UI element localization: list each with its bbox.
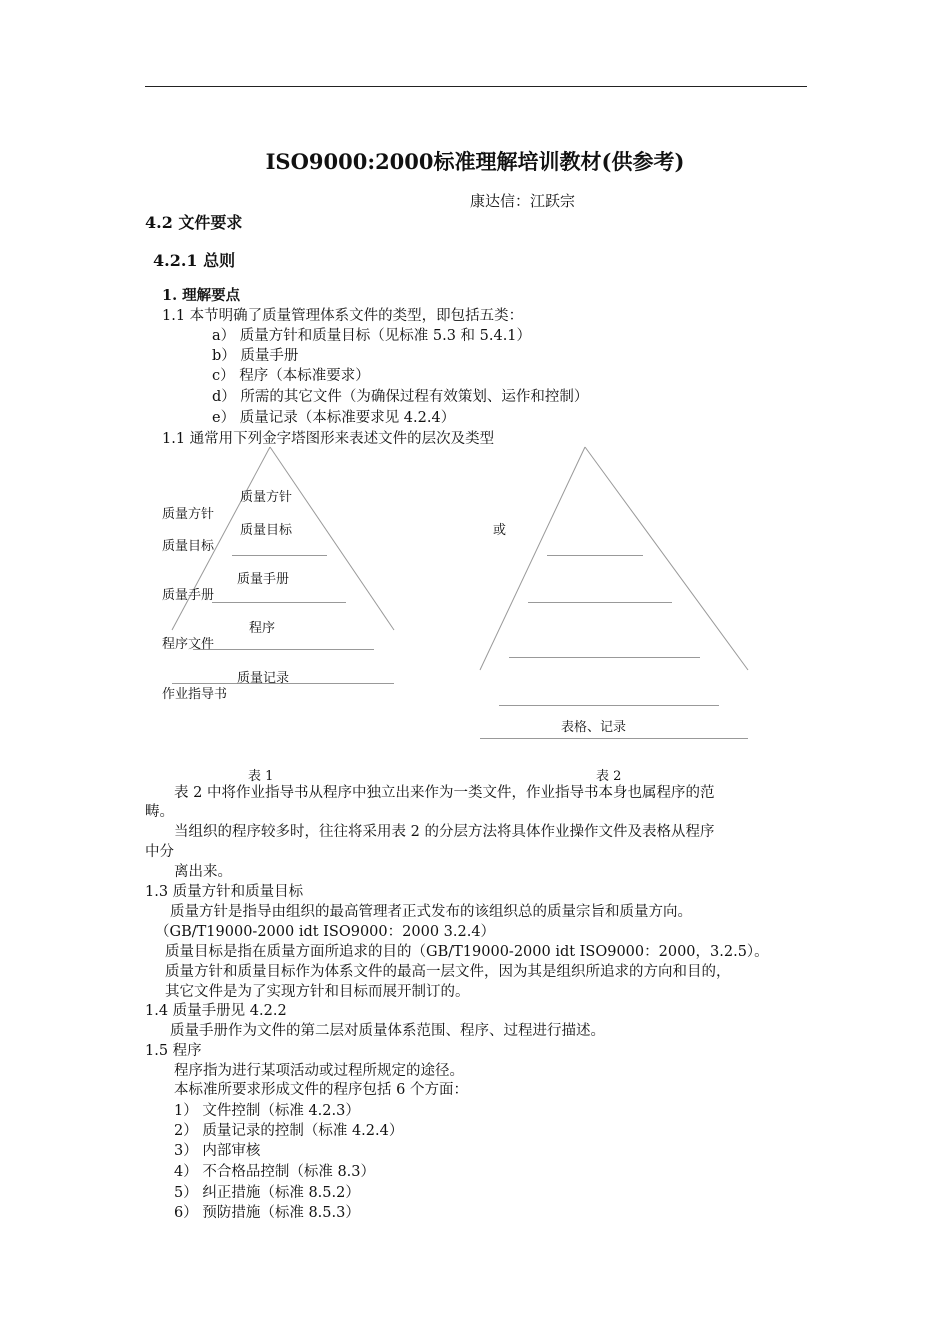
paragraph: 质量方针是指导由组织的最高管理者正式发布的该组织总的质量宗旨和质量方向。 (170, 904, 692, 920)
pyramid-1-layer-line (193, 649, 374, 650)
understanding-heading: 1. 理解要点 (162, 287, 241, 304)
section-1-4-heading: 1.4 质量手册见 4.2.2 (145, 1003, 287, 1019)
pyramid-2-bottom-label: 表格、记录 (561, 720, 627, 735)
pyramid-1-inner-label: 质量记录 (237, 671, 290, 686)
paragraph: 程序指为进行某项活动或过程所规定的途径。 (174, 1063, 464, 1079)
pyramid-1-side-label: 质量目标 (162, 539, 215, 554)
pyramid-2-layer-line (480, 738, 748, 739)
paragraph: 本标准所要求形成文件的程序包括 6 个方面： (174, 1082, 468, 1098)
paragraph: 畴。 (145, 804, 174, 820)
paragraph: 表 2 中将作业指导书从程序中独立出来作为一类文件，作业指导书本身也属程序的范 (174, 785, 715, 801)
procedure-item: 5） 纠正措施（标准 8.5.2） (174, 1185, 360, 1201)
pyramid-2-layer-line (509, 657, 700, 658)
pyramid-2 (480, 447, 748, 670)
type-item: c） 程序（本标准要求） (212, 368, 370, 384)
pyramid-1-inner-label: 质量手册 (237, 572, 290, 587)
paragraph: 当组织的程序较多时，往往将采用表 2 的分层方法将具体作业操作文件及表格从程序 (174, 824, 715, 840)
pyramid-1-side-label: 作业指导书 (162, 687, 228, 702)
or-label: 或 (493, 523, 507, 538)
pyramid-2-layer-line (528, 602, 672, 603)
author-line: 康达信：江跃宗 (470, 192, 576, 210)
pyramid-1-side-label: 质量手册 (162, 588, 215, 603)
section-1-3-heading: 1.3 质量方针和质量目标 (145, 884, 304, 900)
paragraph: （GB/T19000-2000 idt ISO9000：2000 3.2.4） (155, 924, 496, 940)
pyramid-2-layer-line (547, 555, 643, 556)
procedure-item: 4） 不合格品控制（标准 8.3） (174, 1164, 376, 1180)
procedure-item: 2） 质量记录的控制（标准 4.2.4） (174, 1123, 404, 1139)
paragraph-1-1b: 1.1 通常用下列金字塔图形来表述文件的层次及类型 (162, 431, 495, 447)
pyramid-2-caption: 表 2 (596, 769, 622, 784)
pyramid-2-right-edge (585, 447, 748, 670)
page-title: ISO9000:2000标准理解培训教材(供参考) (265, 149, 685, 174)
procedure-item: 3） 内部审核 (174, 1143, 261, 1159)
subsection-heading: 4.2.1 总则 (153, 251, 236, 270)
pyramid-1-layer-line (232, 555, 327, 556)
paragraph: 质量手册作为文件的第二层对质量体系范围、程序、过程进行描述。 (170, 1023, 605, 1039)
pyramid-1-inner-label: 质量目标 (240, 523, 293, 538)
pyramid-1-inner-label: 程序 (249, 621, 276, 636)
section-1-5-heading: 1.5 程序 (145, 1043, 202, 1059)
procedure-item: 6） 预防措施（标准 8.5.3） (174, 1205, 360, 1221)
type-item: a） 质量方针和质量目标（见标准 5.3 和 5.4.1） (212, 328, 532, 344)
paragraph: 质量方针和质量目标作为体系文件的最高一层文件，因为其是组织所追求的方向和目的， (165, 964, 731, 980)
pyramid-2-layer-line (499, 705, 719, 706)
type-item: d） 所需的其它文件（为确保过程有效策划、运作和控制） (212, 389, 589, 405)
type-item: e） 质量记录（本标准要求见 4.2.4） (212, 410, 456, 426)
paragraph: 质量目标是指在质量方面所追求的目的（GB/T19000-2000 idt ISO9000：2000，3.2.5）。 (165, 944, 769, 960)
pyramid-1-inner-label: 质量方针 (240, 490, 293, 505)
pyramid-2-left-edge (480, 447, 585, 670)
type-item: b） 质量手册 (212, 348, 299, 364)
paragraph-1-1: 1.1 本节明确了质量管理体系文件的类型，即包括五类： (162, 308, 524, 324)
paragraph: 中分 (145, 844, 174, 860)
section-heading: 4.2 文件要求 (145, 213, 243, 232)
pyramid-1-layer-line (212, 602, 346, 603)
pyramid-1-caption: 表 1 (248, 769, 274, 784)
pyramid-1-side-label: 质量方针 (162, 507, 215, 522)
procedure-item: 1） 文件控制（标准 4.2.3） (174, 1103, 360, 1119)
paragraph: 离出来。 (174, 864, 232, 880)
pyramid-1-side-label: 程序文件 (162, 637, 215, 652)
paragraph: 其它文件是为了实现方针和目标而展开制订的。 (165, 984, 470, 1000)
